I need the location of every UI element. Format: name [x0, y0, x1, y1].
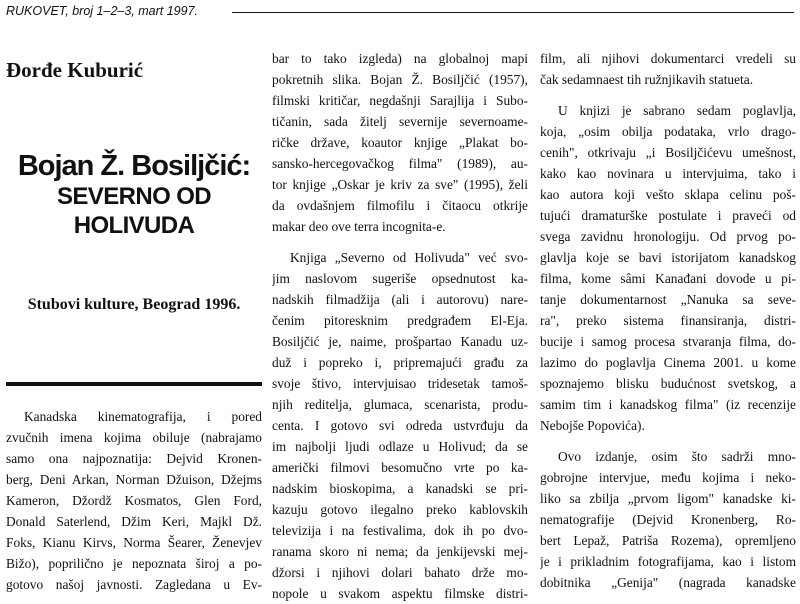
text-line: samim tim i kanadskog filma" (iz recenzije: [540, 397, 796, 412]
text-line: Foks, Kianu Kirvs, Norma Šearer, Ženevjev: [6, 535, 262, 550]
text-line: spoznajemo blisku budućnost svetskog, a: [540, 376, 796, 391]
text-line: tujući dramaturške postulate i praveći od: [540, 208, 796, 223]
text-line: film, ali njihovi dokumentarci vredeli su: [540, 51, 796, 66]
running-header: [6, 4, 794, 20]
text-line: televizija i na festivalima, dok ih po dvo-: [272, 523, 528, 538]
text-line: nadskih filmadžija (ali i autorovu) nare-: [272, 292, 528, 307]
text-line: berg, Deni Arkan, Norman Džuison, Džejms: [6, 472, 262, 487]
text-line: gotovo našoj javnosti. Zagledana u Ev-: [6, 577, 262, 592]
text-line: koja, „osim obilja podataka, vrlo drago-: [540, 124, 796, 139]
text-line: kazuju gotovo ilegalno preko kablovskih: [272, 502, 528, 517]
text-line: tor knjige „Oskar je kriv za sve" (1995), želi: [272, 177, 528, 192]
text-line: glavlja koje se bavi istorijatom kanadskog: [540, 250, 796, 265]
text-line: lazimo do poglavlja Cinema 2001. u kome: [540, 355, 796, 370]
header-rule: [232, 12, 794, 13]
text-line: njih reditelja, glumaca, scenarista, produ-: [272, 397, 528, 412]
text-line: Bižo), poprilično je nepoznata široj a po-: [6, 556, 262, 571]
text-line: gobrojne intervjue, među kojima i neko-: [540, 470, 796, 485]
text-line: Knjiga „Severno od Holivuda" već svo-: [290, 250, 528, 265]
text-line: tanje dokumentarnost „Nanuka sa seve-: [540, 292, 796, 307]
text-line: filma, kome sâmi Kanađani dovode u pi-: [540, 271, 796, 286]
text-line: pokretnih slika. Bojan Ž. Bosiljčić (1957),: [272, 72, 528, 87]
text-line: nematografije (Dejvid Kronenberg, Ro-: [540, 512, 796, 527]
title-line-2: SEVERNO OD: [56, 183, 212, 210]
right-body: [540, 48, 796, 593]
text-line: Nebojše Popovića).: [540, 418, 645, 433]
text-line: Bosiljčić je, naime, prošpartao Kanadu uz-: [272, 334, 528, 349]
left-body-paragraph: [6, 406, 262, 595]
text-line: da ovdašnjem filmofilu i čitaocu otkrije: [272, 198, 528, 213]
text-line: duž i popreko i, pripremajući građu za: [272, 355, 528, 370]
text-line: nopole u svakom aspektu filmske distri-: [272, 586, 528, 601]
text-line: cenih", otkrivaju „i Bosiljčićevu umešnost,: [540, 145, 796, 160]
text-line: svega zavidnu hronologiju. Od prvog po-: [540, 229, 796, 244]
text-line: ra", preko sistema finansiranja, distri-: [540, 313, 796, 328]
author-name: Đorđe Kuburić: [6, 58, 144, 82]
text-line: samo ona najpoznatija: Dejvid Kronen-: [6, 451, 262, 466]
text-line: je i prikladnim fotografijama, kao i listom: [540, 554, 796, 569]
text-line: ranama skoro ni nema; da jenkijevski mej-: [272, 544, 528, 559]
text-line: čak sedamnaest tih ružnjikavih statueta.: [540, 72, 754, 87]
text-line: centa. I gotovo svi odreda ustvrđuju da: [272, 418, 528, 433]
text-line: kao autora koji vešto sklapa celinu poš-: [540, 187, 796, 202]
text-line: svoje štivo, intervjuisao tridesetak tamoš-: [272, 376, 528, 391]
text-line: Donald Saterlend, Džim Keri, Majkl Dž.: [6, 514, 262, 529]
text-line: čenim pitoresknim predgrađem El-Eja.: [272, 313, 528, 328]
text-line: Ovo izdanje, osim što sadrži mno-: [558, 449, 796, 464]
text-line: jim naslovom sugeriše opsednutost ka-: [272, 271, 528, 286]
text-line: bert Lepaž, Patriša Rozema), opremljeno: [540, 533, 796, 548]
text-line: filmski kritičar, negdašnji Sarajlija i Subo-: [272, 93, 528, 108]
text-line: kako kao novinara u intervjuima, tako i: [540, 166, 796, 181]
text-line: liko sa zbilja „prvom ligom" kanadske ki-: [540, 491, 796, 506]
text-line: Kanadska kinematografija, i pored: [24, 409, 262, 424]
text-line: sansko-hercegovačkog filma" (1989), au-: [272, 156, 528, 171]
journal-header: RUKOVET, broj 1–2–3, mart 1997.: [6, 4, 198, 18]
text-line: tičanin, sada žitelj severnije severnoame-: [272, 114, 528, 129]
text-line: zvučnih imena kojima obiluje (nabrajamo: [6, 430, 262, 445]
text-line: bar to tako izgleda) na globalnoj mapi: [272, 51, 528, 66]
middle-body: [272, 48, 528, 604]
text-line: im najbolji ljudi odlaze u Holivud; da se: [272, 439, 528, 454]
text-line: američki filmovi besomučno vrte po ka-: [272, 460, 528, 475]
text-line: nadskim bioskopima, a kanadski se pri-: [272, 481, 528, 496]
text-line: bucije i samog procesa stvaranja filma, do-: [540, 334, 796, 349]
book-title: [6, 150, 262, 240]
text-line: makar deo ove terra incognita-e.: [272, 219, 446, 234]
title-line-1: Bojan Ž. Bosiljčić:: [17, 150, 251, 182]
text-line: U knjizi je sabrano sedam poglavlja,: [558, 103, 796, 118]
publisher-line: Stubovi kulture, Beograd 1996.: [27, 296, 241, 313]
text-line: dobitnika „Genija" (nagrada kanadske: [540, 575, 796, 590]
text-line: džorsi i njihovi dolari bahato drže mo-: [272, 565, 528, 580]
text-line: Kameron, Džordž Kosmatos, Glen Ford,: [6, 493, 262, 508]
title-line-3: HOLIVUDA: [73, 212, 195, 239]
text-line: ričke države, koautor knjige „Plakat bo-: [272, 135, 528, 150]
section-divider: [6, 382, 262, 386]
